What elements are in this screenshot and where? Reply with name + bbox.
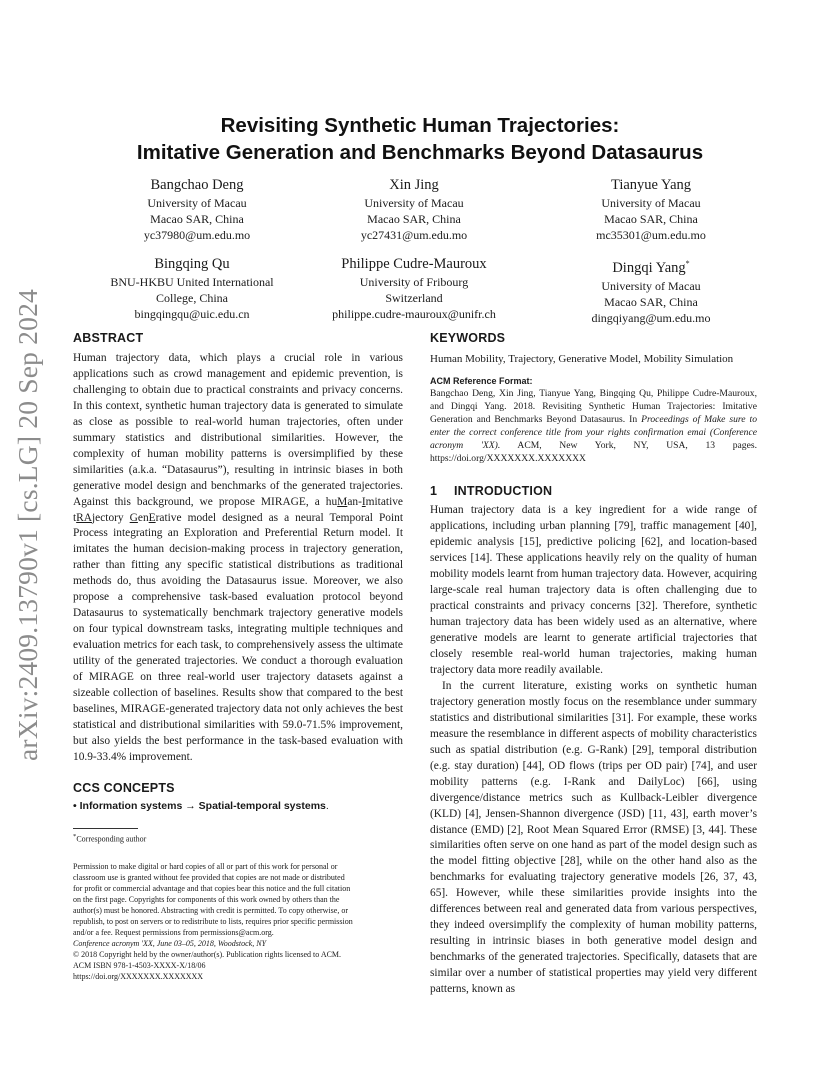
author-name: Bingqing Qu	[154, 256, 230, 272]
arxiv-stamp	[6, 290, 50, 760]
author-email: mc35301@um.edu.mo	[596, 228, 706, 242]
author-location: Macao SAR, China	[604, 212, 698, 226]
acm-ref-text: Bangchao Deng, Xin Jing, Tianyue Yang, Bingqing Qu, Philippe Cudre-Mauroux, and Dingqi Yang. 2018. Revisiting Synthetic Human Trajectories: Imitative Generation and Benchmarks Beyond Datasaurus. In Proceedings of Make sure to enter the correct conference title from your rights confirmation emai (Conference acronym 'XX). ACM, New York, NY, USA, 13 pages. https://doi.org/XXXXXXX.XXXXXXX	[430, 388, 757, 464]
right-column	[430, 330, 757, 998]
author-affiliation: University of Fribourg	[359, 275, 469, 289]
permission-line: republish, to post on servers or to redistribute to lists, requires prior specific permission	[73, 916, 353, 926]
ccs-heading: CCS CONCEPTS	[73, 780, 175, 795]
author-affiliation: BNU-HKBU United International	[110, 275, 274, 289]
author-name: Dingqi Yang*	[612, 259, 690, 276]
author-affiliation: University of Macau	[147, 196, 247, 210]
permission-line: author(s) must be honored. Abstracting with credit is permitted. To copy otherwise, or	[73, 906, 349, 916]
permission-line: and/or a fee. Request permissions from permissions@acm.org.	[73, 927, 274, 937]
author-block	[521, 176, 781, 243]
doi-link[interactable]: https://doi.org/XXXXXXX.XXXXXXX	[73, 971, 204, 981]
author-name: Philippe Cudre-Mauroux	[341, 256, 487, 272]
keywords-heading: KEYWORDS	[430, 331, 506, 345]
author-name: Bangchao Deng	[150, 177, 244, 193]
author-block	[284, 176, 544, 243]
author-location: Switzerland	[385, 291, 443, 305]
author-location: Macao SAR, China	[604, 294, 698, 309]
conference-info: Conference acronym 'XX, June 03–05, 2018, Woodstock, NY	[73, 938, 267, 948]
author-location: Macao SAR, China	[150, 212, 244, 226]
corresponding-mark: *	[685, 259, 690, 268]
author-name: Tianyue Yang	[610, 177, 692, 193]
paper-title	[80, 112, 760, 166]
ccs-concept: • Information systems → Spatial-temporal systems.	[73, 799, 329, 812]
acm-ref-heading: ACM Reference Format:	[430, 376, 533, 386]
left-column	[73, 330, 403, 982]
permission-line: for profit or commercial advantage and that copies bear this notice and the full citation	[73, 884, 351, 894]
copyright-line: © 2018 Copyright held by the owner/author(s). Publication rights licensed to ACM.	[73, 949, 342, 959]
footnote: *Corresponding author	[73, 832, 147, 844]
isbn-line: ACM ISBN 978-1-4503-XXXX-X/18/06	[73, 960, 206, 970]
author-email: bingqingqu@uic.edu.cn	[134, 307, 250, 321]
author-block	[284, 255, 544, 322]
author-email: dingqiyang@um.edu.mo	[591, 310, 711, 325]
author-email: yc27431@um.edu.mo	[360, 228, 468, 242]
intro-paragraph-2: In the current literature, existing works on synthetic human trajectory generation mostly focus on the resemblance under summary statistics and distributional similarities [31]. For example, these works measure the resemblance in different aspects of mobility characteristics such as spatial distribution (e.g. G-Rank) [29], temporal distribution (e.g. stay duration) [44], OD flows (trips per OD pair) [74], and user mobility patterns (e.g. I-Rank and DailyLoc) [66], using divergence/distance metrics such as Kullback-Leibler divergence (KLD) [4], Jensen-Shannon divergence (JSD) [11, 43], earth mover’s distance (EMD) [2], Root Mean Squared Error (RMSE) [3, 44]. These similarities often serve on one hand as part of the model design such as the model fitting objective [28], while on the other hand also as the benchmarks for evaluating trajectory generative models [26, 37, 43, 65]. However, while these similarities provide insights into the differences between real and generated data from various perspectives, they indeed oversimplify the complexity of human mobility patterns, resulting in intrinsic biases in both generative model design and benchmarks of the generated trajectories. Specifically, datasets that are similar over a number of statistical properties may yield very different patterns, known as	[430, 679, 757, 996]
intro-heading: 1 INTRODUCTION	[430, 484, 553, 499]
author-name: Xin Jing	[389, 177, 439, 193]
abstract-heading: ABSTRACT	[73, 331, 144, 345]
author-block	[521, 255, 781, 326]
abstract-text: Human trajectory data, which plays a crucial role in various applications such as crowd management and epidemic prevention, is challenging to obtain due to practical constraints and privacy concerns. In this context, synthetic human trajectory data is generated to simulate as close as possible to real-world human trajectories, often under summary statistics and distributional similarities. However, the complexity of human mobility patterns is oversimplified by these similarities (a.k.a. “Datasaurus”), resulting in intrinsic biases in both generative model design and benchmarks of the generated trajectories. Against this background, we propose MIRAGE, a huMan-Imitative tRAjectory GenErative model designed as a neural Temporal Point Process integrating an Exploration and Preferential Return model. It imitates the human decision-making process in trajectory generation, rather than fitting any specific statistical distributions as traditional methods do, thus avoiding the Datasaurus issue. Moreover, we also propose a comprehensive task-based evaluation protocol beyond Datasaurus to systematically benchmark trajectory generative models on four typical downstream tasks, integrating multiple techniques and evaluation metrics for each task, to comprehensively assess the ultimate utility of the generated trajectories. We conduct a thorough evaluation of MIRAGE on three real-world user trajectory datasets against a sizeable collection of baselines. Results show that compared to the best baselines, MIRAGE-generated trajectory data not only achieves the best statistical and distributional similarities with 59.0-71.5% improvement, but also yields the best performance in the task-based evaluation with 10.9-33.4% improvement.	[73, 352, 403, 763]
arxiv-id: arXiv:2409.13790v1 [cs.LG] 20 Sep 2024	[12, 289, 43, 761]
author-location: Macao SAR, China	[367, 212, 461, 226]
permission-notice	[73, 862, 403, 982]
keywords-text: Human Mobility, Trajectory, Generative Model, Mobility Simulation	[430, 353, 734, 365]
author-affiliation: University of Macau	[364, 196, 464, 210]
author-email: yc37980@um.edu.mo	[143, 228, 251, 242]
title-line-1: Revisiting Synthetic Human Trajectories:	[220, 114, 620, 137]
author-location: College, China	[156, 291, 228, 305]
permission-line: on the first page. Copyrights for components of this work owned by others than the	[73, 895, 340, 905]
author-affiliation: University of Macau	[601, 278, 701, 293]
permission-line: Permission to make digital or hard copies of all or part of this work for personal or	[73, 862, 338, 872]
title-line-2: Imitative Generation and Benchmarks Beyond Datasaurus	[136, 141, 704, 164]
intro-paragraph-1: Human trajectory data is a key ingredient for a wide range of applications, including urban planning [79], traffic management [40], epidemic analysis [15], predictive policing [62], and location-based services [14]. These applications heavily rely on the quality of human mobility models learnt from human trajectory data. However, acquiring large-scale real human trajectory data is often challenging due to practical constraints and privacy concerns [32]. Therefore, synthetic human trajectory data has been widely used as an alternative, where generative models are learnt to generate artificial trajectories that closely resemble real-world human trajectories, making human trajectory data more readily available.	[430, 504, 757, 676]
permission-line: classroom use is granted without fee provided that copies are not made or distributed	[73, 873, 345, 883]
model-name-expansion: huMan-Imitative tRAjectory GenErative	[73, 495, 403, 524]
author-block	[62, 255, 322, 322]
footnote-rule	[73, 828, 138, 829]
author-affiliation: University of Macau	[601, 196, 701, 210]
author-email: philippe.cudre-mauroux@unifr.ch	[332, 307, 496, 321]
section-number: 1	[430, 484, 438, 499]
